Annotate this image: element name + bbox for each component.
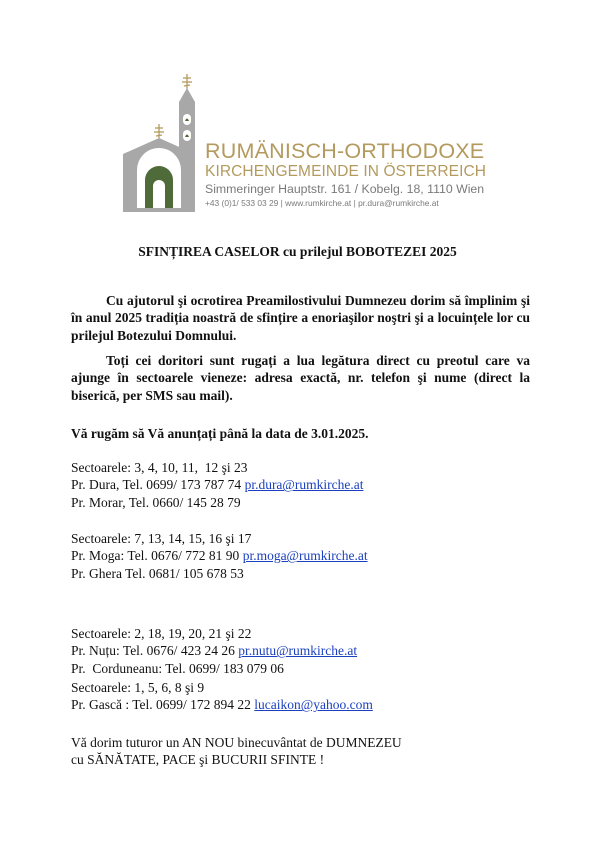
sector-group	[71, 625, 531, 677]
logo-address: Simmeringer Hauptstr. 161 / Kobelg. 18, 1110 Wien	[205, 182, 485, 196]
instructions-paragraph: Toți cei doritori sunt rugați a lua legătura direct cu preotul care va ajunge în sectoarele vieneze: adresa exactă, nr. telefon şi nume (direct la biserică, per SMS sau mail).	[71, 353, 530, 403]
church-icon	[123, 72, 203, 212]
sector-list: Sectoarele: 3, 4, 10, 11, 12 şi 23	[71, 460, 248, 475]
priest-contact: Pr. Gască : Tel. 0699/ 172 894 22 lucaikon@yahoo.com	[71, 697, 373, 713]
priest-contact: Pr. Ghera Tel. 0681/ 105 678 53	[71, 565, 244, 581]
email-link[interactable]: pr.dura@rumkirche.at	[244, 477, 364, 493]
intro-paragraph: Cu ajutorul şi ocrotirea Preamilostivului Dumnezeu dorim să împlinim şi în anul 2025 tradiția noastră de sfințire a enoriaşilor noştri şi a locuințele lor cu prilejul Botezului Domnului.	[71, 293, 530, 343]
document-title: SFINȚIREA CASELOR cu prilejul BOBOTEZEI 2025	[138, 244, 457, 259]
priest-contact: Pr. Moga: Tel. 0676/ 772 81 90 pr.moga@rumkirche.at	[71, 548, 368, 564]
email-link[interactable]: pr.moga@rumkirche.at	[242, 548, 368, 564]
priest-contact: Pr. Corduneanu: Tel. 0699/ 183 079 06	[71, 660, 284, 676]
sector-list: Sectoarele: 7, 13, 14, 15, 16 şi 17	[71, 531, 252, 546]
closing-line: cu SĂNĂTATE, PACE şi BUCURII SFINTE !	[71, 752, 325, 768]
closing-wishes	[71, 734, 402, 769]
priest-contact: Pr. Nuțu: Tel. 0676/ 423 24 26 pr.nutu@rumkirche.at	[71, 643, 358, 659]
sector-list: Sectoarele: 1, 5, 6, 8 şi 9	[71, 680, 205, 695]
logo-contact: +43 (0)1/ 533 03 29 | www.rumkirche.at | pr.dura@rumkirche.at	[205, 198, 439, 208]
priest-contact: Pr. Dura, Tel. 0699/ 173 787 74 pr.dura@rumkirche.at	[71, 477, 364, 493]
sector-group	[71, 459, 531, 511]
sector-group	[71, 530, 531, 582]
sector-group	[71, 679, 531, 714]
logo-title: RUMÄNISCH-ORTHODOXE	[205, 139, 485, 163]
email-link[interactable]: lucaikon@yahoo.com	[254, 697, 373, 713]
priest-contact: Pr. Morar, Tel. 0660/ 145 28 79	[71, 494, 241, 510]
email-link[interactable]: pr.nutu@rumkirche.at	[238, 643, 358, 659]
closing-line: Vă dorim tuturor un AN NOU binecuvântat de DUMNEZEU	[71, 735, 402, 750]
logo-subtitle: KIRCHENGEMEINDE IN ÖSTERREICH	[205, 163, 487, 180]
sector-list: Sectoarele: 2, 18, 19, 20, 21 şi 22	[71, 626, 252, 641]
parish-logo	[123, 72, 487, 212]
deadline-notice: Vă rugăm să Vă anunțați până la data de 3.01.2025.	[71, 426, 369, 441]
